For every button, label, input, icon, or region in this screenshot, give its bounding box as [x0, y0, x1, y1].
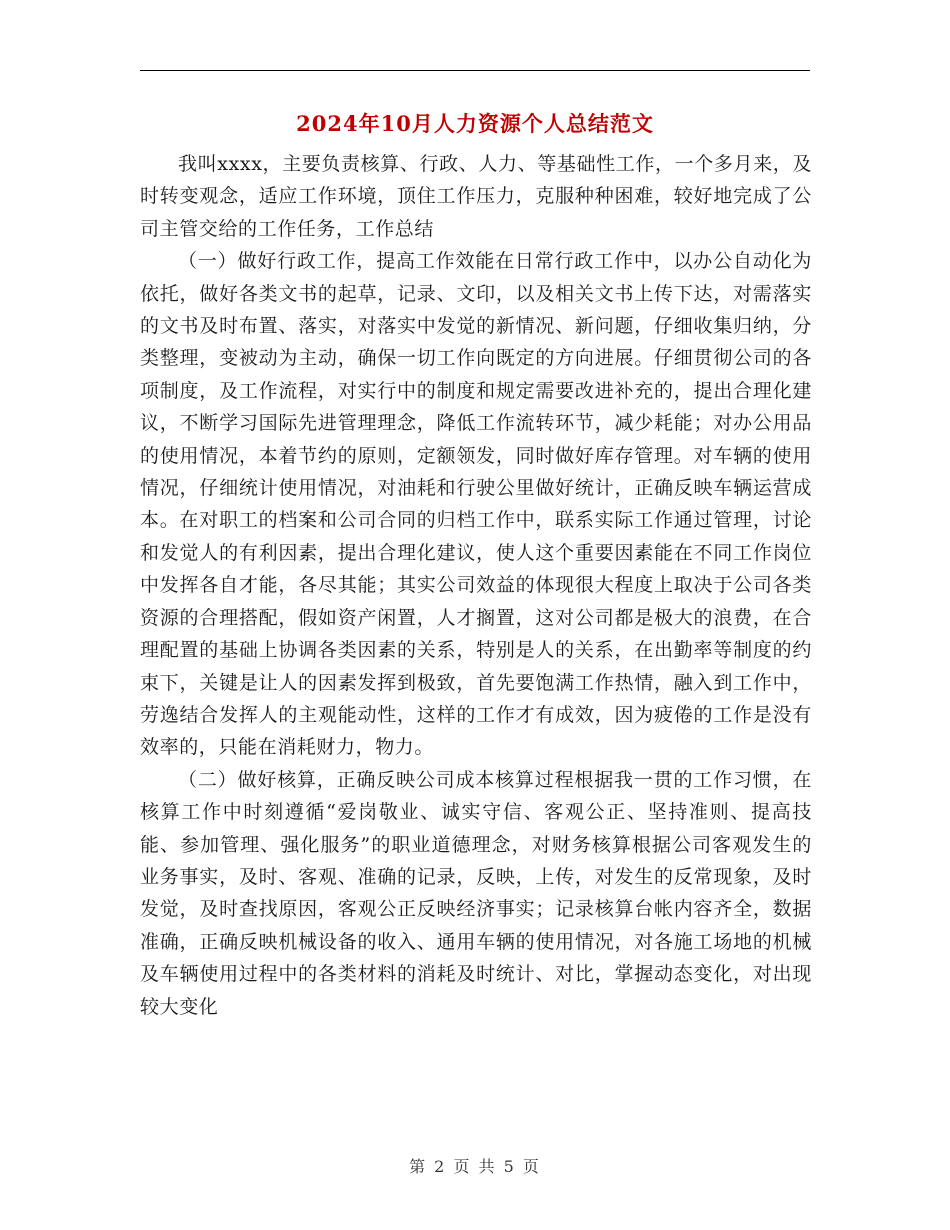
paragraph-admin-work: （一）做好行政工作，提高工作效能在日常行政工作中，以办公自动化为依托，做好各类文书的起草，记录、文印，以及相关文书上传下达，对需落实的文书及时布置、落实，对落实中发觉的新情况、新问题，仔细收集归纳，分类整理，变被动为主动，确保一切工作向既定的方向进展。仔细贯彻公司的各项制度，及工作流程，对实行中的制度和规定需要改进补充的，提出合理化建议，不断学习国际先进管理理念，降低工作流转环节，减少耗能；对办公用品的使用情况，本着节约的原则，定额领发，同时做好库存管理。对车辆的使用情况，仔细统计使用情况，对油耗和行驶公里做好统计，正确反映车辆运营成本。在对职工的档案和公司合同的归档工作中，联系实际工作通过管理，讨论和发觉人的有利因素，提出合理化建议，使人这个重要因素能在不同工作岗位中发挥各自才能，各尽其能；其实公司效益的体现很大程度上取决于公司各类资源的合理搭配，假如资产闲置，人才搁置，这对公司都是极大的浪费，在合理配置的基础上协调各类因素的关系，特别是人的关系，在出勤率等制度的约束下，关键是让人的因素发挥到极致，首先要饱满工作热情，融入到工作中，劳逸结合发挥人的主观能动性，这样的工作才有成效，因为疲倦的工作是没有效率的，只能在消耗财力，物力。 — [140, 250, 812, 759]
paragraph-accounting: （二）做好核算，正确反映公司成本核算过程根据我一贯的工作习惯，在核算工作中时刻遵循“爱岗敬业、诚实守信、客观公正、坚持准则、提高技能、参加管理、强化服务”的职业道德理念，对财务核算根据公司客观发生的业务事实，及时、客观、准确的记录，反映，上传，对发生的反常现象，及时发觉，及时查找原因，客观公正反映经济事实；记录核算台帐内容齐全，数据准确，正确反映机械设备的收入、通用车辆的使用情况，对各施工场地的机械及车辆使用过程中的各类材料的消耗及时统计、对比，掌握动态变化，对出现较大变化 — [140, 768, 812, 1018]
header-rule — [140, 70, 810, 71]
document-title: 2024年10月人力资源个人总结范文 — [296, 111, 654, 136]
page-number-footer: 第 2 页 共 5 页 — [409, 1157, 541, 1176]
paragraph-intro: 我叫xxxx，主要负责核算、行政、人力、等基础性工作，一个多月来，及时转变观念，适应工作环境，顶住工作压力，克服种种困难，较好地完成了公司主管交给的工作任务，工作总结 — [140, 153, 812, 240]
document-body — [140, 148, 812, 1023]
